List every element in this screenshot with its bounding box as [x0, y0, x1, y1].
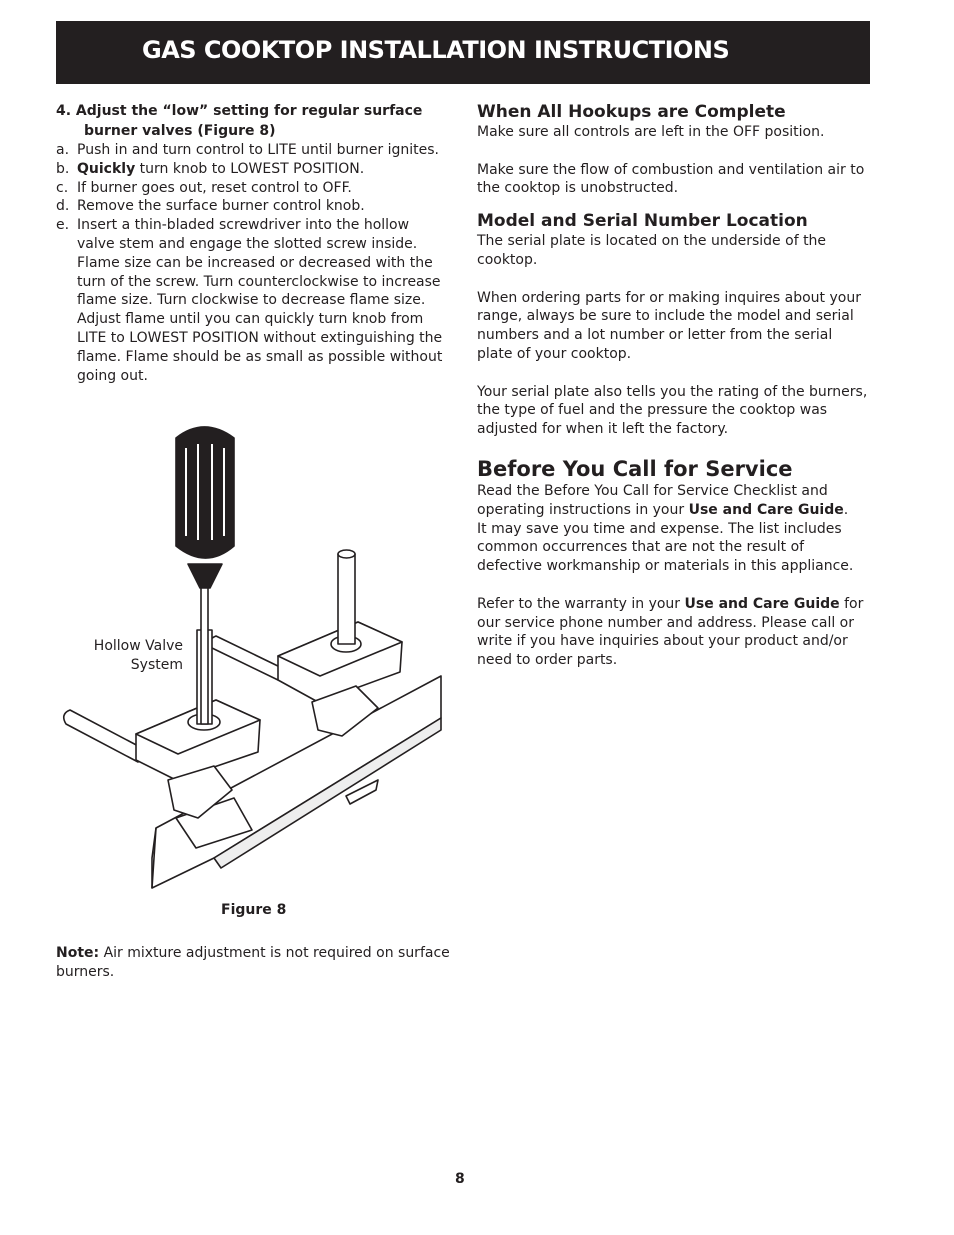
list-item: [56, 216, 446, 385]
step-heading-line2: burner valves (Figure 8): [84, 123, 276, 139]
list-item: [56, 197, 446, 216]
list-text: Remove the surface burner control knob.: [77, 198, 365, 215]
screwdriver-ferrule: [188, 564, 222, 588]
bold-term: Quickly: [77, 160, 136, 177]
service-text: .: [843, 501, 849, 518]
back-valve-stem-top: [338, 550, 355, 558]
list-item: [56, 141, 446, 160]
list-marker: d.: [56, 198, 70, 215]
figure-label-line2: System: [130, 657, 183, 673]
serial-heading: Model and Serial Number Location: [477, 211, 808, 232]
list-marker: b.: [56, 160, 70, 177]
service-text: Read the Before You Call for Service Checklist and operating instructions in your: [477, 482, 828, 518]
note-label: Note:: [56, 945, 100, 961]
serial-paragraph-1: The serial plate is located on the underside of the cooktop.: [477, 233, 827, 268]
front-valve-handle: [64, 710, 142, 762]
page-title: GAS COOKTOP INSTALLATION INSTRUCTIONS: [142, 36, 730, 64]
note-text: Air mixture adjustment is not required on surface burners.: [56, 945, 450, 980]
page-number: 8: [455, 1171, 465, 1187]
service-text: for our service phone number and address. Please call or write if you have inquiries about your product and/or need to order parts.: [477, 595, 864, 669]
service-text: It may save you time and expense. The list includes common occurrences that are not the result of defective workmanship or materials in this appliance.: [477, 520, 854, 575]
step-heading-line1: 4. Adjust the “low” setting for regular surface: [56, 103, 423, 119]
guide-reference: Use and Care Guide: [688, 501, 844, 518]
screwdriver-shaft: [201, 584, 208, 724]
list-text: Insert a thin-bladed screwdriver into the hollow valve stem and engage the slotted screw inside. Flame size can be increased or decreased with the turn of the screw. Turn counterclockwise to increase flame size. Turn clockwise to decrease flame size. Adjust flame until you can quickly turn knob from LITE to LOWEST POSITION without extinguishing the flame. Flame should be as small as possible without going out.: [77, 217, 443, 384]
step-heading: [56, 101, 446, 141]
hookups-paragraph-2: Make sure the flow of combustion and ventilation air to the cooktop is unobstructed.: [477, 161, 865, 197]
service-heading: Before You Call for Service: [477, 456, 793, 481]
hookups-heading: When All Hookups are Complete: [477, 102, 786, 122]
left-column: [56, 101, 446, 385]
figure-label-line1: Hollow Valve: [93, 638, 183, 654]
list-marker: e.: [56, 217, 70, 234]
hookups-paragraph-1: Make sure all controls are left in the OFF position.: [477, 124, 825, 140]
service-paragraph-1: [477, 482, 872, 576]
serial-paragraph-3: Your serial plate also tells you the rating of the burners, the type of fuel and the pressure the cooktop was adjusted for when it left the factory.: [477, 383, 868, 438]
serial-paragraph-2: When ordering parts for or making inquires about your range, always be sure to include the model and serial numbers and a lot number or letter from the serial plate of your cooktop.: [477, 289, 861, 362]
step-list: [56, 141, 446, 385]
figure-8: [56, 418, 446, 918]
list-marker: a.: [56, 142, 70, 158]
list-text-rest: turn knob to LOWEST POSITION.: [135, 160, 365, 177]
guide-reference: Use and Care Guide: [684, 595, 840, 612]
list-text: Push in and turn control to LITE until burner ignites.: [77, 142, 439, 158]
figure-caption: Figure 8: [221, 902, 287, 918]
service-paragraph-2: [477, 595, 872, 670]
list-text: [77, 160, 446, 179]
right-column: [477, 101, 872, 670]
list-text: If burner goes out, reset control to OFF.: [77, 179, 352, 196]
list-marker: c.: [56, 179, 69, 196]
back-valve-handle: [210, 636, 282, 680]
list-item: [56, 179, 446, 198]
service-text: Refer to the warranty in your: [477, 595, 685, 612]
screwdriver-handle: [176, 427, 234, 558]
figure-label: [56, 637, 183, 675]
list-item: [56, 160, 446, 179]
back-valve-stem: [338, 554, 355, 644]
note-paragraph: [56, 944, 456, 982]
